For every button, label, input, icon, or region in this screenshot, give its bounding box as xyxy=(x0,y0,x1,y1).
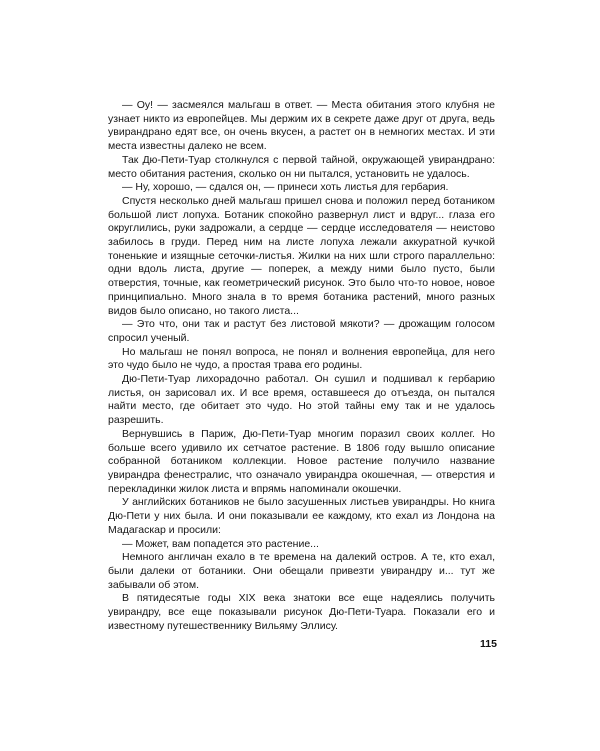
paragraph: — Ну, хорошо, — сдался он, — принеси хоть листья для гербария. xyxy=(122,181,449,194)
paragraph: Немного англичан ехало в те времена на далекий остров. А те, кто ехал, были далеки от ботаники. Они обещали привезти увирандру и... тут же забывали об этом. xyxy=(108,551,495,591)
paragraph: Но мальгаш не понял вопроса, не понял и волнения европейца, для него это чудо было не чудо, а простая трава его родины. xyxy=(108,345,495,372)
paragraph: Дю-Пети-Туар лихорадочно работал. Он сушил и подшивал к гербарию листья, он зарисовал их. И все время, оставшееся до отъезда, он пытался найти место, где обитает это чудо. Но этой тайны ему так и не удалось разрешить. xyxy=(108,373,495,427)
paragraph: У английских ботаников не было засушенных листьев увирандры. Но книга Дю-Пети у них была. И они показывали ее каждому, кто ехал из Лондона на Мадагаскар и просили: xyxy=(108,496,495,536)
paragraph: Спустя несколько дней мальгаш пришел снова и положил перед ботаником большой лист лопуха. Ботаник спокойно развернул лист и вдруг... глаза его округлились, руки задрожали, а сердце — сердце исследователя — неистово забилось в груди. Перед ним на листе лопуха лежали аккуратной кучкой тоненькие и изящные сеточки-листья. Жилки на них шли строго параллельно: одни вдоль листа, другие — поперек, а между ними было пусто, были отверстия, точные, как геометрический рисунок. Это было что-то новое, новое принципиально. Много знала в то время ботаника растений, много разных видов было описано, но такого листа... xyxy=(108,194,495,317)
page-number: 115 xyxy=(480,638,497,650)
paragraph: В пятидесятые годы XIX века знатоки все еще надеялись получить увирандру, все еще показывали рисунок Дю-Пети-Туара. Показали его и известному путешественнику Вильяму Эллису. xyxy=(108,592,495,632)
body-text xyxy=(108,99,495,633)
paragraph: — Может, вам попадется это растение... xyxy=(122,537,319,550)
paragraph: Так Дю-Пети-Туар столкнулся с первой тайной, окружающей увирандрано: место обитания растения, сколько он ни пытался, установить не удалось. xyxy=(108,153,495,180)
paragraph: — Это что, они так и растут без листовой мякоти? — дрожащим голосом спросил ученый. xyxy=(108,318,495,344)
paragraph: — Оу! — засмеялся мальгаш в ответ. — Места обитания этого клубня не узнает никто из европейцев. Мы держим их в секрете даже друг от друга, ведь увирандрано едят все, он очень вкусен, а растет он в немногих местах. И эти места известны далеко не всем. xyxy=(108,99,495,153)
paragraph: Вернувшись в Париж, Дю-Пети-Туар многим поразил своих коллег. Но больше всего удивило их сетчатое растение. В 1806 году вышло описание собранной ботаником коллекции. Новое растение получило название увирандра фенестралис, что означало увирандра окошечная, — отверстия и перекладинки жилок листа и впрямь напоминали окошечки. xyxy=(108,427,495,495)
